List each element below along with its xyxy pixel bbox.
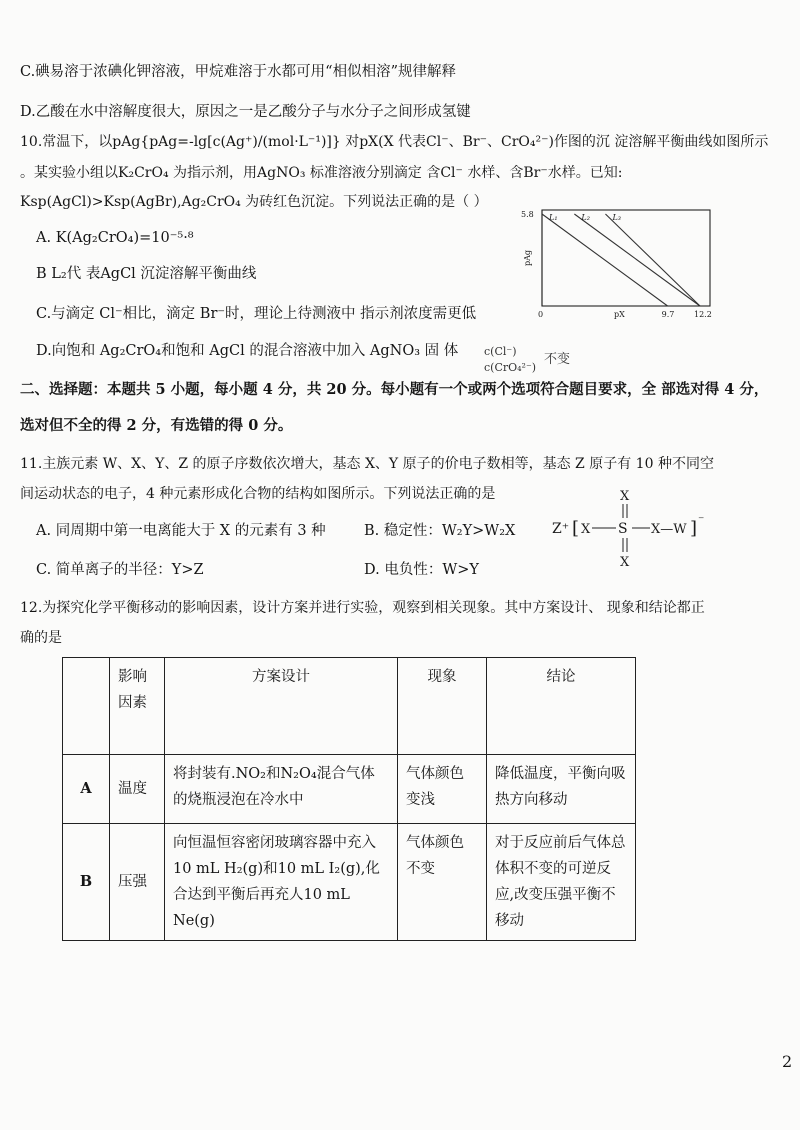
struct-center-s: S	[618, 521, 628, 537]
series-line-1	[542, 214, 668, 306]
row-a-conclusion: 降低温度，平衡向吸热方向移动	[487, 755, 636, 824]
q11-option-a: A. 同周期中第一电离能大于 X 的元素有 3 种	[36, 523, 326, 539]
header-design: 方案设计	[165, 658, 398, 755]
row-b-label: B	[63, 824, 110, 941]
header-conclusion: 结论	[487, 658, 636, 755]
page-number: 2	[782, 1052, 793, 1071]
option-c-line: C.碘易溶于浓碘化钾溶液，甲烷难溶于水都可用“相似相溶”规律解释	[20, 64, 457, 80]
y-tick-label: 5.8	[521, 210, 534, 219]
series-line-2	[574, 214, 700, 306]
row-b-factor: 压强	[110, 824, 165, 941]
row-b-conclusion: 对于反应前后气体总体积不变的可逆反应,改变压强平衡不移动	[487, 824, 636, 941]
struct-right-chain: X—W	[651, 522, 687, 537]
q11-option-b: B. 稳定性：W₂Y>W₂X	[364, 523, 516, 539]
header-empty	[63, 658, 110, 755]
header-factor: 影响因素	[110, 658, 165, 755]
series-label-2: L₂	[581, 213, 590, 222]
struct-charge: ⁻	[698, 513, 705, 527]
table-row	[63, 755, 636, 824]
struct-bracket-right: ]	[690, 518, 698, 539]
q10-stem-line1: 10.常温下，以pAg{pAg=-lg[c(Ag⁺)/(mol·L⁻¹)]} 对pX(X 代表Cl⁻、Br⁻、CrO₄²⁻)作图的沉 淀溶解平衡曲线如图所示	[20, 134, 769, 150]
q10-option-d: D.向饱和 Ag₂CrO₄和饱和 AgCl 的混合溶液中加入 AgNO₃ 固 体	[36, 343, 459, 359]
row-b-design: 向恒温恒容密闭玻璃容器中充入10 mL H₂(g)和10 mL I₂(g),化合达到平衡后再充人10 mL Ne(g)	[165, 824, 398, 941]
row-a-design: 将封装有.NO₂和N₂O₄混合气体 的烧瓶浸泡在冷水中	[165, 755, 398, 824]
struct-bracket-left: [	[572, 518, 580, 539]
series-label-3: L₃	[612, 213, 621, 222]
section2-heading-line2: 选对但不全的得 2 分，有选错的得 0 分。	[20, 417, 293, 434]
row-a-phenomenon: 气体颜色变浅	[398, 755, 487, 824]
x-axis-label: pX	[614, 310, 625, 319]
series-label-1: L₁	[549, 213, 558, 222]
table-row	[63, 824, 636, 941]
ratio-numerator: c(Cl⁻)	[484, 345, 517, 358]
q11-option-c: C. 简单离子的半径：Y>Z	[36, 562, 204, 578]
y-axis-label: pAg	[523, 249, 532, 266]
q10-stem-line3: Ksp(AgCl)>Ksp(AgBr),Ag₂CrO₄ 为砖红色沉淀。下列说法正确的是（ ）	[20, 194, 488, 210]
q11-stem-line1: 11.主族元素 W、X、Y、Z 的原子序数依次增大，基态 X、Y 原子的价电子数相等，基态 Z 原子有 10 种不同空	[20, 456, 714, 472]
row-a-label: A	[63, 755, 110, 824]
table-header-row	[63, 658, 636, 755]
header-phenomenon: 现象	[398, 658, 487, 755]
compound-structure	[552, 488, 722, 593]
section2-heading-line1: 二、选择题：本题共 5 小题，每小题 4 分，共 20 分。每小题有一个或两个选项符合题目要求，全 部选对得 4 分，	[20, 381, 769, 398]
q11-stem-line2: 间运动状态的电子，4 种元素形成化合物的结构如图所示。下列说法正确的是	[20, 486, 496, 502]
experiment-table	[62, 657, 636, 941]
row-a-factor: 温度	[110, 755, 165, 824]
q10-option-a: A. K(Ag₂CrO₄)=10⁻⁵·⁸	[36, 230, 194, 246]
q10-option-c: C.与滴定 Cl⁻相比，滴定 Br⁻时，理论上待测液中 指示剂浓度需更低	[36, 306, 477, 322]
x-tick-label-2: 12.2	[694, 310, 712, 319]
struct-bottom-x: X	[620, 555, 630, 570]
struct-left-x: X	[581, 522, 591, 537]
q12-stem-line1: 12.为探究化学平衡移动的影响因素，设计方案并进行实验，观察到相关现象。其中方案设计、 现象和结论都正	[20, 600, 705, 616]
x-tick-label-1: 9.7	[661, 310, 675, 319]
x-tick-label-0: 0	[538, 310, 544, 319]
ratio-tail: 不变	[544, 352, 571, 367]
q10-stem-line2: 。某实验小组以K₂CrO₄ 为指示剂，用AgNO₃ 标准溶液分别滴定 含Cl⁻ 水样、含Br⁻水样。已知:	[20, 165, 623, 181]
ratio-denominator: c(CrO₄²⁻)	[484, 361, 537, 374]
option-d-line: D.乙酸在水中溶解度很大，原因之一是乙酸分子与水分子之间形成氢键	[20, 104, 471, 120]
struct-top-x: X	[620, 489, 630, 504]
row-b-phenomenon: 气体颜色不变	[398, 824, 487, 941]
struct-cation: Z⁺	[552, 521, 570, 537]
q12-stem-line2: 确的是	[20, 630, 62, 646]
q11-option-d: D. 电负性：W>Y	[364, 562, 479, 578]
solubility-chart	[518, 200, 713, 320]
q10-option-b: B L₂代 表AgCl 沉淀溶解平衡曲线	[36, 266, 257, 282]
series-line-3	[605, 214, 700, 306]
